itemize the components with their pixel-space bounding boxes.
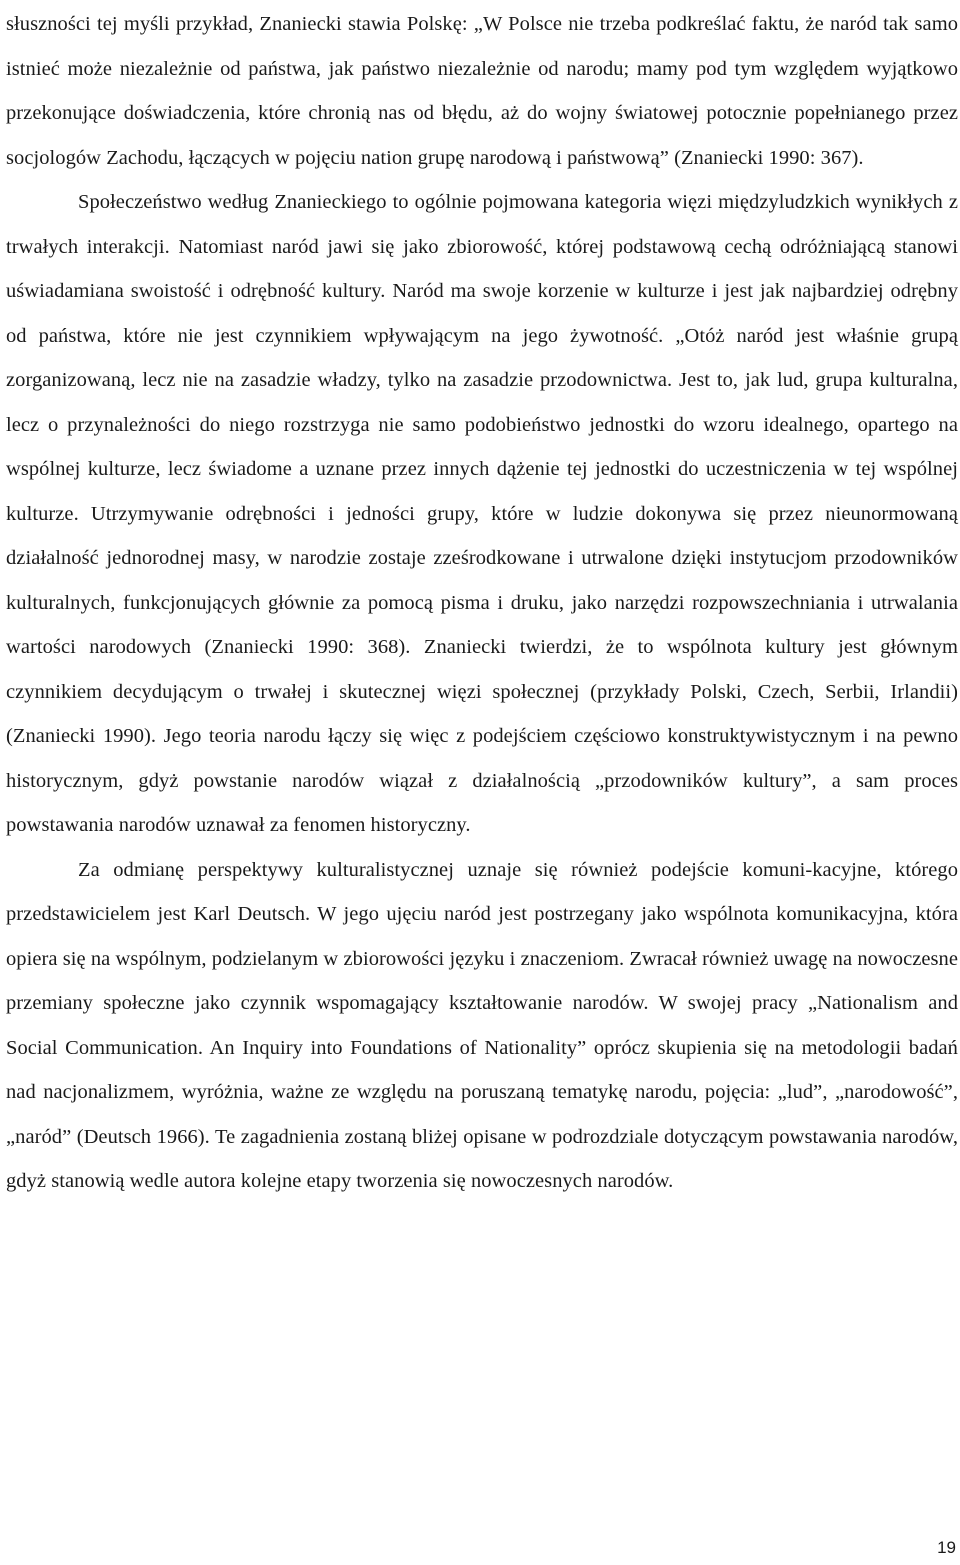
page-number: 19 bbox=[937, 1538, 956, 1557]
paragraph-quote-znaniecki: słuszności tej myśli przykład, Znaniecki stawia Polskę: „W Polsce nie trzeba podkreślać faktu, że naród tak samo istnieć może niezależnie od państwa, jak państwo niezależnie od narodu; mamy pod tym względem wyjątkowo przekonujące doświadczenia, które chronią nas od błędu, aż do wojny światowej potocznie popełnianego przez socjologów Zachodu, łączących w pojęciu nation grupę narodową i państwową” (Znaniecki 1990: 367). bbox=[6, 13, 958, 169]
paragraph-society-nation: Społeczeństwo według Znanieckiego to ogólnie pojmowana kategoria więzi międzyludzkich wynikłych z trwałych interakcji. Natomiast naród jawi się jako zbiorowość, której podstawową cechą odróżniającą stanowi uświadamiana swoistość i odrębność kultury. Naród ma swoje korzenie w kulturze i jest jak najbardziej odrębny od państwa, które nie jest czynnikiem wpływającym na jego żywotność. „Otóż naród jest właśnie grupą zorganizowaną, lecz nie na zasadzie władzy, tylko na zasadzie przodownictwa. Jest to, jak lud, grupa kulturalna, lecz o przynależności do niego rozstrzyga nie samo podobieństwo jednostki do wzoru idealnego, opartego na wspólnej kulturze, lecz świadome a uznane przez innych dążenie tej jednostki do uczestniczenia w tej wspólnej kulturze. Utrzymywanie odrębności i jedności grupy, które w ludzie dokonywa się przez nieunormowaną działalność jednorodnej masy, w narodzie zostaje zześrodkowane i utrwalone dzięki instytucjom przodowników kulturalnych, funkcjonujących głównie za pomocą pisma i druku, jako narzędzi rozpowszechniania i utrwalania wartości narodowych (Znaniecki 1990: 368). Znaniecki twierdzi, że to wspólnota kultury jest głównym czynnikiem decydującym o trwałej i skutecznej więzi społecznej (przykłady Polski, Czech, Serbii, Irlandii) (Znaniecki 1990). Jego teoria narodu łączy się więc z podejściem częściowo konstruktywistycznym i na pewno historycznym, gdyż powstanie narodów wiązał z działalnością „przodowników kultury”, a sam proces powstawania narodów uznawał za fenomen historyczny. bbox=[6, 191, 958, 836]
paragraph-communication-approach: Za odmianę perspektywy kulturalistycznej uznaje się również podejście komuni-kacyjne, którego przedstawicielem jest Karl Deutsch. W jego ujęciu naród jest postrzegany jako wspólnota komunikacyjna, która opiera się na wspólnym, podzielanym w zbiorowości języku i znaczeniom. Zwracał również uwagę na nowoczesne przemiany społeczne jako czynnik wspomagający kształtowanie narodów. W swojej pracy „Nationalism and Social Communication. An Inquiry into Foundations of Nationality” oprócz skupienia się na metodologii badań nad nacjonalizmem, wyróżnia, ważne ze względu na poruszaną tematykę narodu, pojęcia: „lud”, „narodowość”, „naród” (Deutsch 1966). Te zagadnienia zostaną bliżej opisane w podrozdziale dotyczącym powstawania narodów, gdyż stanowią wedle autora kolejne etapy tworzenia się nowoczesnych narodów. bbox=[6, 858, 958, 1192]
